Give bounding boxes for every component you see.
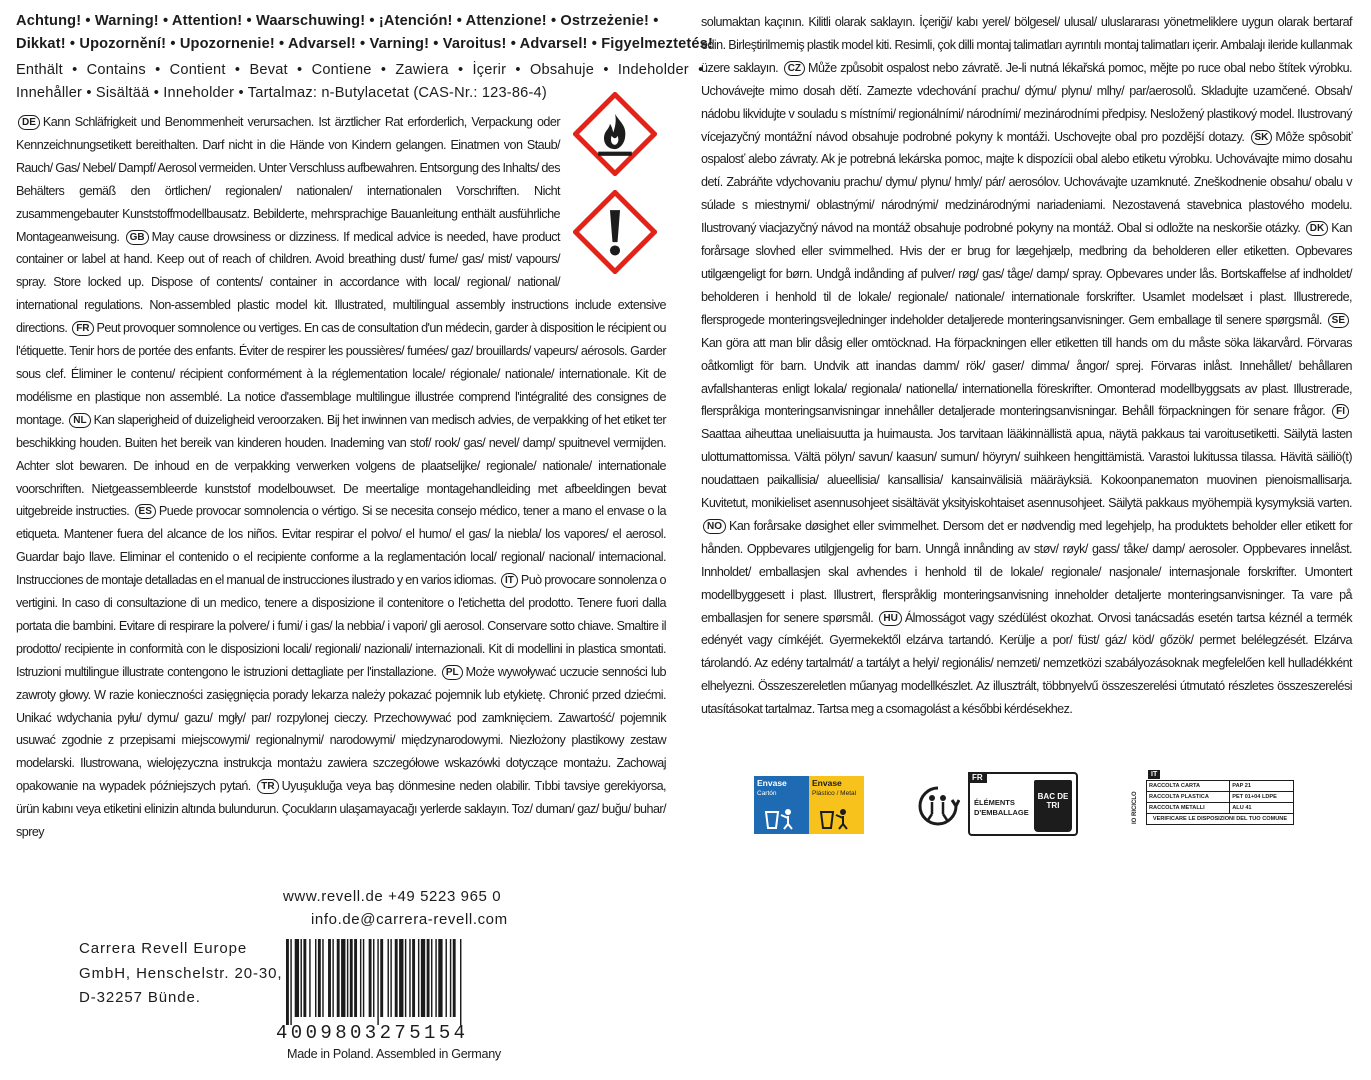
text-nl: Kan slaperigheid of duizeligheid veroorzaken. Bij het inwinnen van medisch advies, de verpakking of het etiket ter beschikking houden. Buiten het bereik van kinderen houden. Inademing van stof/ rook/ gas/ nevel/ damp/ spuitnevel vermijden. Achter slot bewaren. De inhoud en de verpakking verwerken volgens de plaatselijke/ regionale/ nationale/ internationale voorschriften. Nietgeassembleerde kunststof modelbouwset. De meertalige montagehandleiding met afbeeldingen bevat uitgebreide instructies. — [16, 412, 666, 519]
text-no: Kan forårsake døsighet eller svimmelhet. Dersom det er nødvendig med legehjelp, ha produktets beholder eller etikett for hånden. Oppbevares utilgjengelig for barn. Unngå innånding av støv/ røyk/ gass/ tåke/ damp/ aerosoler. Oppbevares innelåst. Innholdet/ emballasjen skal avhendes i henhold til de lokale/ regionale/ nasjonale/ internasjonale forskrifter. Umontert modellbyggesett i plast. Illustrert, flerspråklig monteringsanvisning inneholder detaljerte monteringsanvisninger. Ta vare på emballasjen for senere spørsmål. — [701, 518, 1352, 625]
barcode-bar — [399, 939, 403, 1017]
lang-badge-it: IT — [501, 573, 518, 588]
ean-barcode — [272, 939, 504, 1041]
barcode-bar — [347, 939, 348, 1017]
envase-plastico-sub: Plástico / Metal — [812, 789, 857, 797]
lang-badge-nl: NL — [69, 413, 90, 428]
lang-badge-hu: HU — [879, 611, 901, 626]
warnings-line-2: Dikkat! • Upozornění! • Upozornenie! • Advarsel! • Varning! • Varoitus! • Advarsel! • Figyelmeztetés! — [16, 36, 713, 52]
barcode-bar — [360, 939, 361, 1017]
text-it: Può provocare sonnolenza o vertigini. In caso di consultazione di un medico, tenere a disposizione il contenitore o l'etichetta del prodotto. Tenere fuori dalla portata die bambini. Evitare di respirare la polvere/ i fumi/ i gas/ la nebbia/ i vapori/ gli aerosol. Conservare sotto chiave. Smaltire il prodotto/ recipiente in conformità con le disposizioni locali/ regionali/ nazionali/ internazionali. Kit di modellini in plastica smontati. Istruzioni multilingue illustrate contengono le istruzioni dettagliate per l'installazione. — [16, 573, 666, 679]
barcode-bar — [373, 939, 374, 1017]
barcode-bar — [363, 939, 364, 1017]
table-cell: PET 01+04 LDPE — [1230, 792, 1294, 803]
left-instructions — [16, 111, 666, 844]
lang-badge-se: SE — [1328, 313, 1349, 328]
barcode-bar — [427, 939, 430, 1017]
barcode-bar — [341, 939, 345, 1017]
barcode-bar — [350, 939, 353, 1017]
it-footer: VERIFICARE LE DISPOSIZIONI DEL TUO COMUNE — [1147, 814, 1294, 825]
barcode-bar — [369, 939, 372, 1017]
lang-badge-fi: FI — [1332, 404, 1349, 419]
barcode-digits: 4009803275154 — [276, 1022, 469, 1041]
barcode-bar — [421, 939, 425, 1017]
lang-badge-cz: CZ — [784, 61, 805, 76]
barcode-bars — [286, 939, 461, 1025]
address-line: GmbH, Henschelstr. 20-30, — [79, 964, 283, 982]
text-fi: Saattaa aiheuttaa uneliaisuutta ja huimausta. Jos tarvitaan lääkinnällistä apua, näytä pakkaus tai varoitusetiketti. Säilytä lasten ulottumattomissa. Vältä pölyn/ savun/ kaasun/ sumun/ höyryn/ suihkeen hengittämistä. Varastoi lukitussa tilassa. Hävitä säiliö(t) noudattaen paikallisia/ alueellisia/ kansallisia/ kansainvälisiä määräyksiä. Kokoonpanematon muovinen pienoismallisarja. Kuvitetut, monikieliset asennusohjeet sisältävät yksityiskohtaiset asennusohjeet. Säilytä pakkaus myöhempiä kysymyksiä varten. — [701, 427, 1352, 511]
it-side-label: IO RICICLO — [1132, 791, 1138, 824]
barcode-bar — [322, 939, 323, 1017]
barcode-bar — [328, 939, 331, 1017]
barcode-bar — [395, 939, 398, 1017]
envase-carton-sub: Cartón — [757, 789, 777, 797]
lang-badge-sk: SK — [1251, 130, 1273, 145]
text-tr-continued: solumaktan kaçının. Kilitli olarak saklayın. İçeriği/ kabı yerel/ bölgesel/ ulusal/ uluslararası yönetmeliklere uygun olarak bertaraf edin. Birleştirilmemiş plastik model kiti. Resimli, çok dilli montaj talimatları ayrıntılı montaj talimatları içerir. Ambalajı ileride kullanmak üzere saklayın. — [701, 15, 1352, 75]
table-cell: ALU 41 — [1230, 803, 1294, 814]
lang-badge-dk: DK — [1306, 221, 1328, 236]
fr-tag: FR — [968, 772, 987, 783]
barcode-bar — [418, 939, 419, 1017]
table-row — [1147, 781, 1294, 792]
barcode-bar — [453, 939, 456, 1017]
barcode-bar — [301, 939, 302, 1017]
contains-line-1: Enthält • Contains • Contient • Bevat • Contiene • Zawiera • İçerir • Obsahuje • Indeholder • — [16, 62, 704, 78]
envase-logo — [754, 776, 864, 834]
fr-sorting-logo — [968, 772, 1078, 836]
table-cell: RACCOLTA CARTA — [1147, 781, 1230, 792]
barcode-bar — [354, 939, 357, 1017]
text-gb: May cause drowsiness or dizziness. If medical advice is needed, have product container or label at hand. Keep out of reach of children. Avoid breathing dust/ fume/ gas/ mist/ vapours/ spray. Store locked up. Dispose of contents/ container in accordance with local/ regional/ national/ international regulations. Non-assembled plastic model kit. Illustrated, multilingual assembly instructions include extensive directions. — [16, 229, 666, 336]
website-phone: www.revell.de +49 5223 965 0 — [283, 888, 502, 905]
table-cell: RACCOLTA METALLI — [1147, 803, 1230, 814]
it-tag: IT — [1148, 770, 1160, 779]
text-cz: Může způsobit ospalost nebo závratě. Je-li nutná lékařská pomoc, mějte po ruce obal nebo štítek výrobku. Uchovávejte mimo dosah dětí. Zamezte vdechování prachu/ dýmu/ plynu/ mlhy/ par/aerosolů. Skladujte uzamčené. Obsah/ nádobu likvidujte v souladu s místními/ regionálními/ národními/ mezinárodními předpisy. Nesložený plastikový model. Ilustrovaný vícejazyčný montážní návod obsahuje podrobné pokyny k montáži. Uschovejte obal pro pozdější dotazy. — [701, 60, 1352, 144]
barcode-bar — [409, 939, 410, 1017]
warnings-line-1: Achtung! • Warning! • Attention! • Waarschuwing! • ¡Atención! • Attenzione! • Ostrzeżenie! • — [16, 13, 659, 29]
table-cell: RACCOLTA PLASTICA — [1147, 792, 1230, 803]
text-hu: Álmosságot vagy szédülést okozhat. Orvosi tanácsadás esetén tartsa kéznél a termék edényét vagy címkéjét. Gyermekektől elzárva tartandó. Kerülje a por/ füst/ gáz/ köd/ gőzök/ permet belélegzését. Elzárva tárolandó. Az edény tartalmát/ a tartályt a helyi/ regionális/ nemzeti/ nemzetközi szabályozásoknak megfelelően kell hulladékként elhelyezni. Összeszereletlen műanyag modellkészlet. Az illusztrált, többnyelvű összeszerelési útmutató részletes összeszerelési utasításokat tartalmaz. Tartsa meg a csomagolást a későbbi kérdésekhez. — [701, 610, 1352, 717]
barcode-bar — [309, 939, 310, 1017]
barcode-bar — [390, 939, 391, 1017]
text-sk: Môže spôsobiť ospalosť alebo závraty. Ak je potrebná lekárska pomoc, majte k dispozícii obal alebo etiketu výrobku. Uchovávajte mimo dosahu detí. Zabráňte vdychovaniu prachu/ dymu/ plynu/ hmly/ pár/ aerosólov. Uchovávajte uzamknuté. Zneškodnenie obsahu/ obalu v súlade s miestnymi/ oblastnými/ národnými/ medzinárodnými nariadeniami. Nezostavená stavebnica plastového modelu. Ilustrovaný viacjazyčný návod na montáž obsahuje podrobné pokyny na montáž. Obal si odložte na neskoršie otázky. — [701, 129, 1352, 236]
it-recycling-logo — [1132, 770, 1294, 838]
barcode-bar — [412, 939, 415, 1017]
lang-badge-no: NO — [703, 519, 726, 534]
barcode-bar — [332, 939, 333, 1017]
bac-de-tri-label: BAC DE TRI — [1037, 792, 1069, 810]
barcode-bar — [315, 939, 316, 1017]
address-line: Carrera Revell Europe — [79, 940, 248, 957]
lang-badge-fr: FR — [72, 321, 93, 336]
lang-badge-tr: TR — [257, 779, 278, 794]
envase-plastico-label: Envase — [812, 778, 842, 788]
text-fr: Peut provoquer somnolence ou vertiges. En cas de consultation d'un médecin, garder à disposition le récipient ou l'étiquette. Tenir hors de portée des enfants. Éviter de respirer les poussières/ fumées/ gaz/ brouillards/ vapeurs/ aérosols. Garder sous clef. Éliminer le contenu/ récipient conformément à la réglementation locale/ régionale/ nationale/ internationale. Kit de modélisme en plastique non assemblé. La notice d'assemblage multilingue illustrée comprend l'intégralité des consignes de montage. — [16, 321, 666, 427]
text-es: Puede provocar somnolencia o vértigo. Si se necesita consejo médico, tener a mano el envase o la etiqueta. Mantener fuera del alcance de los niños. Evitar respirar el polvo/ el humo/ el gas/ la niebla/ los vapores/ el aerosol. Guardar bajo llave. Eliminar el contenido o el recipiente conforme a la reglamentación local/ regional/ nacional/ internacional. Instrucciones de montaje detalladas en el manual de instrucciones ilustrado y en varios idiomas. — [16, 504, 666, 588]
warning-header — [16, 10, 713, 105]
barcode-bar — [303, 939, 306, 1017]
text-de: Kann Schläfrigkeit und Benommenheit verursachen. Ist ärztlicher Rat erforderlich, Verpackung oder Kennzeichnungsetikett bereithalten. Darf nicht in die Hände von Kindern gelangen. Einatmen von Staub/ Rauch/ Gas/ Nebel/ Dampf/ Aerosol vermeiden. Unter Verschluss aufbewahren. Entsorgung des Inhalts/ des Behälters gemäß den örtlichen/ regionalen/ nationalen/ internationalen Vorschriften. Nicht zusammengebauter Kunststoffmodellbausatz. Bebilderte, mehrsprachige Bauanleitung enthält ausführliche Montageanweisung. — [16, 115, 560, 244]
barcode-bar — [446, 939, 447, 1017]
barcode-bar — [435, 939, 436, 1017]
address-line: D-32257 Bünde. — [79, 989, 201, 1006]
lang-badge-pl: PL — [442, 665, 463, 680]
lang-badge-es: ES — [135, 504, 156, 519]
barcode-bar — [286, 939, 289, 1025]
barcode-bar — [318, 939, 321, 1017]
barcode-bar — [337, 939, 340, 1017]
barcode-bar — [295, 939, 299, 1017]
company-address — [79, 937, 282, 1011]
lang-badge-gb: GB — [126, 230, 149, 245]
envase-plastico — [809, 776, 864, 834]
envase-carton — [754, 776, 809, 834]
barcode-bar — [460, 939, 461, 1025]
text-se: Kan göra att man blir dåsig eller omtöcknad. Ha förpackningen eller etiketten till hands om du måste söka läkarvård. Förvaras oåtkomligt för barn. Undvik att inandas damm/ rök/ gaser/ dimma/ ångor/ sprej. Förvaras inlåst. Innehållet/ behållaren avfallshanteras enligt lokala/ regionala/ nationella/ internationella föreskrifter. Omonterad modellbyggsats av plast. Illustrerade, flerspråkiga monteringsanvisningar innehåller detaljerade monteringsanvisningar. Behåll förpackningen för senare frågor. — [701, 335, 1352, 419]
barcode-bar — [438, 939, 442, 1017]
bac-de-tri-icon — [1034, 780, 1072, 832]
text-dk: Kan forårsage slovhed eller svimmelhed. Hvis der er brug for lægehjælp, medbring da beholderen eller etiketten. Opbevares utilgængeligt for børn. Undgå indånding af pulver/ røg/ gas/ tåge/ damp/ spray. Opbevares under lås. Bortskaffelse af indholdet/ beholderen i henhold til de lokale/ regionale/ nationale/ internationale forskrifter. Usamlet modelsæt i plast. Illustrerede, flersprogede monteringsvejledninger indeholder detaljerede monteringsanvisninger. Gem emballage til senere spørgsmål. — [701, 221, 1352, 327]
barcode-bar — [377, 939, 378, 1025]
lang-badge-de: DE — [18, 115, 40, 130]
barcode-bar — [388, 939, 389, 1017]
email-address: info.de@carrera-revell.com — [311, 911, 508, 928]
barcode-bar — [431, 939, 432, 1017]
contains-line-2: Innehåller • Sisältää • Inneholder • Tartalmaz: n-Butylacetat (CAS-Nr.: 123-86-4) — [16, 85, 547, 101]
table-cell: PAP 21 — [1230, 781, 1294, 792]
table-row — [1147, 814, 1294, 825]
made-in-label: Made in Poland. Assembled in Germany — [287, 1047, 501, 1061]
recycle-bin-icon — [817, 806, 857, 830]
barcode-bar — [405, 939, 406, 1017]
pictogram-spacer — [560, 111, 666, 287]
right-instructions — [701, 11, 1352, 721]
recycling-logos — [750, 768, 1350, 840]
triman-icon — [916, 784, 960, 828]
barcode-bar — [450, 939, 451, 1017]
text-pl: Może wywoływać uczucie senności lub zawroty głowy. W razie konieczności zasięgnięcia porady lekarza należy pokazać pojemnik lub etykietę. Chronić przed dziećmi. Unikać wdychania pyłu/ dymu/ gazu/ mgły/ par/ rozpylonej cieczy. Przechowywać pod zamknięciem. Zawartość/ pojemnik usuwać zgodnie z przepisami miejscowymi/ regionalnymi/ narodowymi/ międzynarodowymi. Niezłożony plastikowy zestaw modelarski. Ilustrowana, wielojęzyczna instrukcja montażu zawiera szczegółowe wskazówki dotyczące montażu. Zachowaj opakowanie na wypadek późniejszych pytań. — [16, 664, 666, 794]
table-row — [1147, 792, 1294, 803]
barcode-bar — [380, 939, 383, 1017]
text-tr: Uyuşukluğa veya baş dönmesine neden olabilir. Tıbbi tavsiye gerekiyorsa, ürün kabını veya etiketini elinizin altında bulundurun. Çocukların ulaşamayacağı yerlerde saklayın. Toz/ duman/ gaz/ buğu/ buhar/ sprey — [16, 779, 666, 840]
table-row — [1147, 803, 1294, 814]
it-recycling-table — [1146, 780, 1294, 825]
recycle-bin-icon — [762, 806, 802, 830]
fr-elements-label: ÉLÉMENTS D'EMBALLAGE — [974, 798, 1029, 817]
envase-carton-label: Envase — [757, 778, 787, 788]
barcode-bar — [290, 939, 291, 1025]
